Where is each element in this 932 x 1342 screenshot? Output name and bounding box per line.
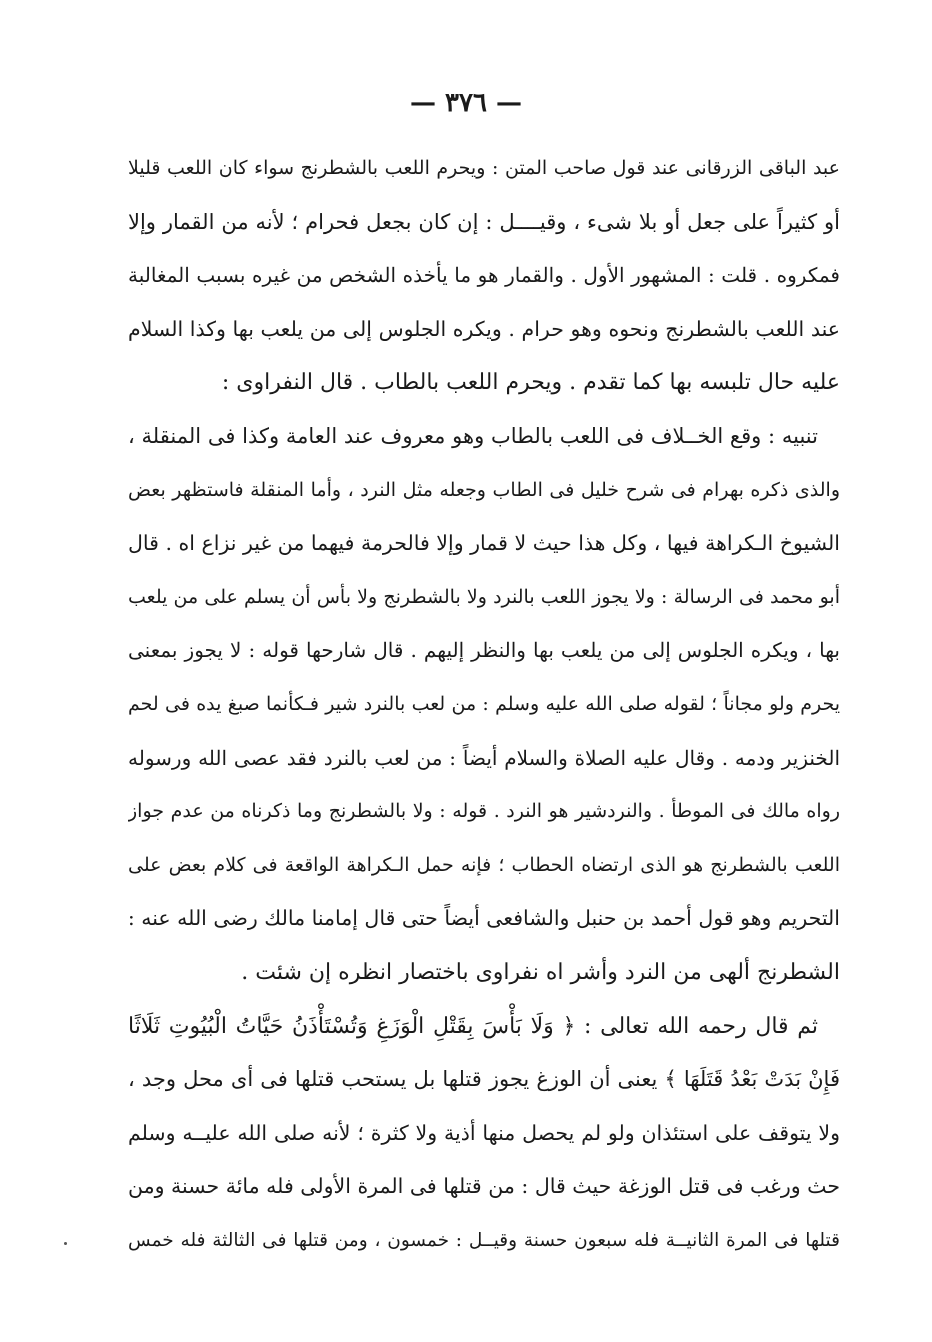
text-line: عليه حال تلبسه بها كما تقدم . ويحرم اللعب بالطاب . قال النفراوى : (221, 370, 840, 396)
text-line: الشطرنج ألهى من النرد وأشر اه نفراوى باختصار انظره إن شئت . (241, 959, 840, 985)
text-line: تنبيه : وقع الخــلاف فى اللعب بالطاب وهو معروف عند العامة وكذا فى المنقلة ، (128, 423, 818, 448)
text-line: حث ورغب فى قتل الوزغة حيث قال : من قتلها فى المرة الأولى فله مائة حسنة ومن (128, 1174, 840, 1199)
text-line: عبد الباقى الزرقانى عند قول صاحب المتن : ويحرم اللعب بالشطرنج سواء كان اللعب قليلا (128, 157, 840, 179)
page-number: — ٣٧٦ — (409, 88, 523, 118)
text-line: فمكروه . قلت : المشهور الأول . والقمار هو ما يأخذه الشخص من غيره بسبب المغالبة (128, 263, 840, 288)
text-line: الشيوخ الـكراهة فيها ، وكل هذا حيث لا قمار وإلا فالحرمة فيهما من غير نزاع اه . قال (128, 531, 840, 556)
text-line: قتلها فى المرة الثانيــة فله سبعون حسنة وقيــل : خمسون ، ومن قتلها فى الثالثة فله خمس (128, 1229, 840, 1251)
body-text (128, 142, 840, 1267)
text-line: يحرم ولو مجاناً ؛ لقوله صلى الله عليه وسلم : من لعب بالنرد شير فـكأنما صبغ يده فى لحم (128, 692, 840, 715)
text-line: والذى ذكره بهرام فى شرح خليل فى الطاب وجعله مثل النرد ، وأما المنقلة فاستظهر بعض (128, 478, 840, 501)
text-line: رواه مالك فى الموطأ . والنردشير هو النرد . قوله : ولا بالشطرنج وما ذكرناه من عدم جواز (128, 800, 840, 823)
text-line: بها ، ويكره الجلوس إلى من يلعب بها والنظر إليهم . قال شارحها قوله : لا يجوز بمعنى (128, 638, 840, 663)
text-line: فَإِنْ بَدَتْ بَعْدُ قَتَلَهَا ﴾ يعنى أن الوزغ يجوز قتلها بل يستحب قتلها فى أى محل وجد ، (128, 1067, 840, 1092)
text-line: التحريم وهو قول أحمد بن حنبل والشافعى أيضاً حتى قال إمامنا مالك رضى الله عنه : (128, 906, 840, 931)
text-line: اللعب بالشطرنج هو الذى ارتضاه الحطاب ؛ فإنه حمل الـكراهة الواقعة فى كلام بعض على (128, 853, 840, 876)
text-line: أبو محمد فى الرسالة : ولا يجوز اللعب بالنرد ولا بالشطرنج ولا بأس أن يسلم على من يلعب (128, 585, 840, 608)
text-line: الخنزير ودمه . وقال عليه الصلاة والسلام أيضاً : من لعب بالنرد فقد عصى الله ورسوله (128, 745, 840, 770)
text-line: أو كثيراً على جعل أو بلا شىء ، وقيــــل : إن كان بجعل فحرام ؛ لأنه من القمار وإلا (128, 209, 840, 234)
stray-mark (64, 1242, 67, 1245)
text-line: ولا يتوقف على استئذان ولو لم يحصل منها أذية ولا كثرة ؛ لأنه صلى الله عليــه وسلم (128, 1120, 840, 1145)
text-line: ثم قال رحمه الله تعالى : ﴿ وَلَا بَأْسَ بِقَتْلِ الْوَزَغِ وَتُسْتَأْذَنُ حَيَّاتُ الْبُيُوتِ ثَلَاثًا (128, 1013, 818, 1039)
text-line: عند اللعب بالشطرنج ونحوه وهو حرام . ويكره الجلوس إلى من يلعب بها وكذا السلام (128, 316, 840, 341)
